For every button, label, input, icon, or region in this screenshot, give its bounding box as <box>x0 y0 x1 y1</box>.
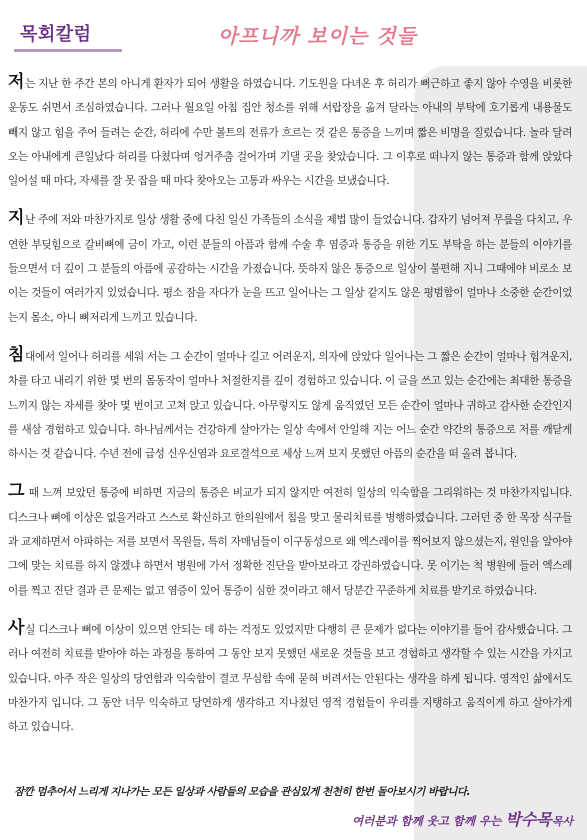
author-role: 목사 <box>551 815 573 828</box>
signature-lead: 여러분과 함께 웃고 함께 우는 <box>352 814 502 828</box>
drop-cap: 사 <box>8 617 25 638</box>
author-name: 박수목 <box>505 810 552 829</box>
article-title: 아프니까 보이는 것들 <box>218 24 417 48</box>
drop-cap: 그 <box>8 481 25 502</box>
paragraph-4 <box>8 479 572 602</box>
paragraph-text: 는 지난 한 주간 본의 아니게 환자가 되어 생활을 하였습니다. 기도원을 다녀온 후 허리가 뻐근하고 좋지 않아 수영을 비롯한 운동도 쉬면서 조심하였습니다. 그러나 월요일 아침 집안 청소를 위해 서랍장을 옮겨 달라는 아내의 부탁에 호기롭게 내용물도 빼지 않고 힘을 주어 들려는 순간, 허리에 수만 볼트의 전류가 흐르는 것 같은 통증을 느끼며 짧은 비명을 질렀습니다. 놀라 달려오는 아내에게 큰일났다 허리를 다쳤다며 엉거주춤 걸어가며 기댈 곳을 찾았습니다. 그 이후로 떠나지 않는 통증과 함께 앉았다 일어설 때 마다, 자세를 잘 못 잡을 때 마다 찾아오는 고통과 싸우는 시간을 보냈습니다. <box>8 78 572 188</box>
paragraph-5 <box>8 616 572 739</box>
closing-line: 잠깐 멈추어서 느리게 지나가는 모든 일상과 사람들의 모습을 관심있게 천천히 한번 돌아보시기 바랍니다. <box>14 786 471 798</box>
author-signature <box>352 807 573 830</box>
paragraph-3 <box>8 343 572 466</box>
paragraph-2 <box>8 206 572 329</box>
article-body <box>8 70 572 752</box>
drop-cap: 지 <box>8 208 25 229</box>
paragraph-text: 대에서 일어나 허리를 세워 서는 그 순간이 얼마나 길고 어려운지, 의자에 앉았다 일어나는 그 짧은 순간이 얼마나 힘겨운지, 차를 타고 내리기 위한 몇 번의 몸동작이 얼마나 처절한지를 깊이 경험하고 있습니다. 이 글을 쓰고 있는 순간에는 최대한 통증을 느끼지 않는 자세를 찾아 몇 번이고 고쳐 앉고 있습니다. 아무렇지도 않게 움직였던 모든 순간이 얼마나 귀하고 감사한 순간인지를 새삼 경험하고 있습니다. 하나님께서는 건강하게 살아가는 일상 속에서 안일해 지는 어느 순간 약간의 통증으로 저를 깨닫게 하시는 것 같습니다. 수년 전에 급성 신우신염과 요로결석으로 세상 느껴 보지 못했던 아픔의 순간을 떠 올려 봅니다. <box>8 350 572 461</box>
column-name-underline <box>14 49 122 52</box>
paragraph-text: 때 느껴 보았던 통증에 비하면 지금의 통증은 비교가 되지 않지만 여전히 일상의 익숙함을 그리워하는 것 마찬가지입니다. 디스크나 뼈에 이상은 없을거라고 스스로 확신하고 한의원에서 침을 맞고 물리치료를 병행하였습니다. 그러던 중 한 목장 식구들과 교제하면서 아파하는 저를 보면서 목원들, 특히 자매님들이 이구동성으로 왜 엑스레이를 찍어보지 않으셨는지, 원인을 알아야 그에 맞는 치료를 하지 않겠냐 하면서 병원에 가서 정확한 진단을 받아보라고 강권하였습니다. 못 이기는 척 병원에 들러 엑스레이를 찍고 진단 결과 큰 문제는 없고 염증이 있어 통증이 심한 것이라고 해서 당분간 꾸준하게 치료를 받기로 하였습니다. <box>8 487 572 597</box>
column-header <box>0 0 587 62</box>
paragraph-1 <box>8 70 572 193</box>
drop-cap: 저 <box>8 72 25 92</box>
paragraph-text: 난 주에 저와 마찬가지로 일상 생활 중에 다친 일신 가족들의 소식을 제법 많이 들었습니다. 갑자기 넘어져 무릎을 다치고, 우연한 부딪힘으로 갈비뼈에 금이 가고, 이런 분들의 아픔과 함께 수술 후 염증과 통증을 위한 기도 부탁을 하는 분들의 이야기를 들으면서 더 깊이 그 분들의 아픔에 공감하는 시간을 가졌습니다. 뜻하지 않은 통증으로 일상이 불편해 지니 그때에야 비로소 보이는 것들이 여러가지 있었습니다. 평소 잠을 자다가 눈을 뜨고 일어나는 그 일상 같지도 않은 평범함이 얼마나 소중한 순간이었는지 몸소, 아니 뼈저리게 느끼고 있습니다. <box>8 214 572 324</box>
drop-cap: 침 <box>8 344 25 365</box>
column-name: 목회칼럼 <box>20 24 92 45</box>
paragraph-text: 실 디스크나 뼈에 이상이 있으면 안되는 데 하는 걱정도 있었지만 다행히 큰 문제가 없다는 이야기를 들어 감사했습니다. 그러나 여전히 치료를 받아야 하는 과정을 통하여 그 동안 보지 못했던 새로운 것들을 보고 경험하고 생각할 수 있는 시간을 가지고 있습니다. 아주 작은 일상의 당연함과 익숙함이 결코 무심함 속에 묻혀 버려서는 안된다는 생각을 하게 됩니다. 영적인 삶에서도 마찬가지 입니다. 그 동안 너무 익숙하고 당연하게 생각하고 지나쳤던 영적 경험들이 우리를 지탱하고 움직이게 하고 살아가게 하고 있습니다. <box>8 623 572 734</box>
